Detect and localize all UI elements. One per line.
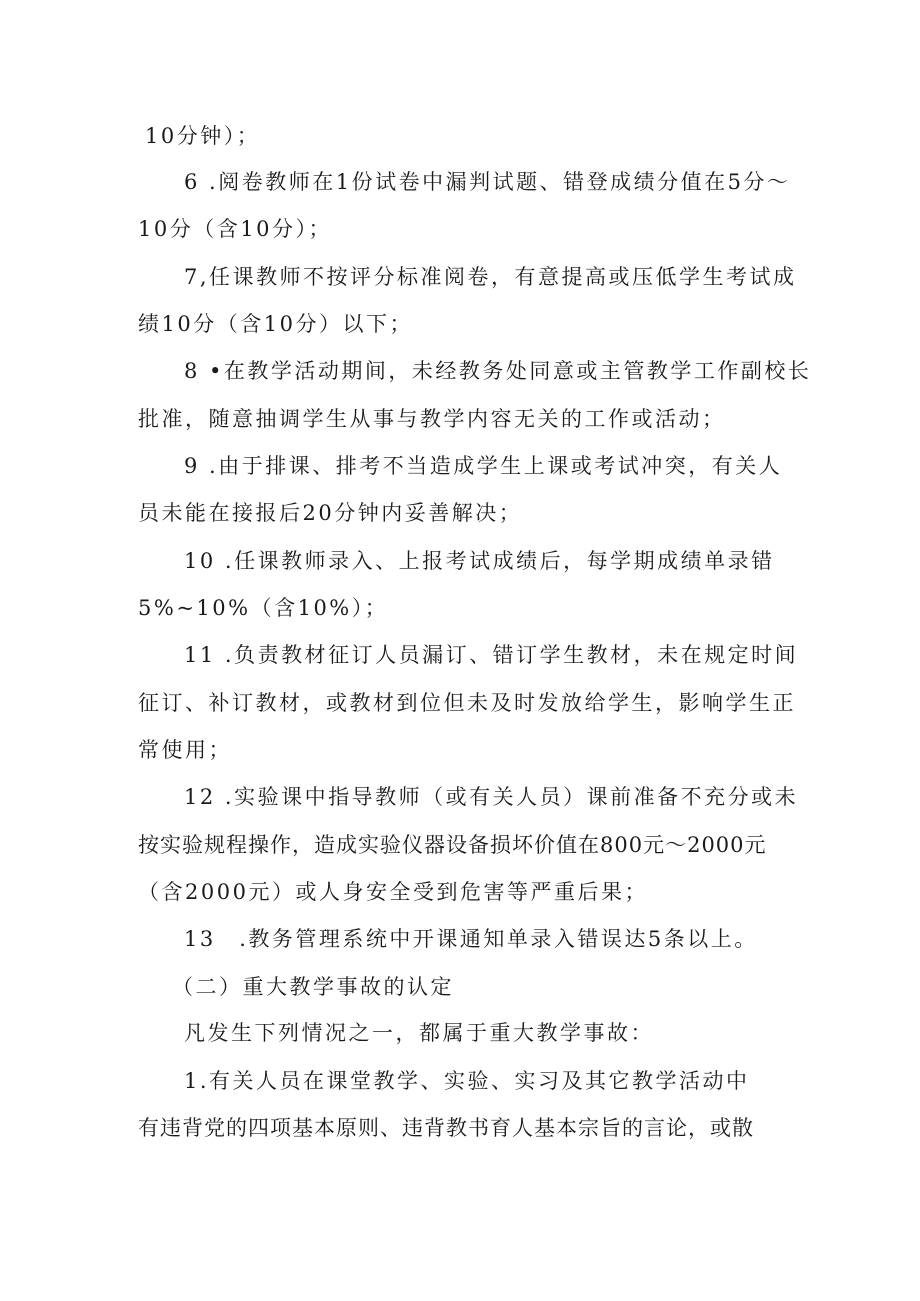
text-line-9: 员未能在接报后20分钟内妥善解决； [138, 501, 523, 525]
text-line-12: 11 .负责教材征订人员漏订、错订学生教材，未在规定时间 [184, 643, 799, 667]
text-line-14: 常使用； [138, 738, 232, 762]
text-line-13: 征订、补订教材，或教材到位但未及时发放给学生，影响学生正 [138, 691, 796, 715]
text-line-8: 9 .由于排课、排考不当造成学生上课或考试冲突，有关人 [184, 454, 783, 478]
text-line-5: 绩10分（含10分）以下； [138, 312, 413, 336]
text-line-22: 有违背党的四项基本原则、违背教书育人基本宗旨的言论，或散 [138, 1116, 754, 1140]
text-line-21: 1.有关人员在课堂教学、实验、实习及其它教学活动中 [184, 1069, 750, 1093]
text-line-11: 5%~10%（含10%）； [138, 596, 389, 620]
text-line-1: 10分钟）； [145, 124, 261, 148]
text-line-18: 13 .教务管理系统中开课通知单录入错误达5条以上。 [184, 927, 758, 951]
text-line-6: 8 •在教学活动期间，未经教务处同意或主管教学工作副校长 [184, 359, 812, 383]
text-line-3: 10分（含10分）； [138, 217, 332, 241]
text-line-4: 7,任课教师不按评分标准阅卷，有意提高或压低学生考试成 [184, 265, 797, 289]
text-line-20: 凡发生下列情况之一，都属于重大教学事故： [184, 1021, 654, 1045]
section-heading: （二）重大教学事故的认定 [172, 975, 454, 999]
text-line-10: 10 .任课教师录入、上报考试成绩后，每学期成绩单录错 [184, 549, 775, 573]
text-line-2: 6 .阅卷教师在1份试卷中漏判试题、错登成绩分值在5分～ [184, 170, 791, 194]
text-line-16: 按实验规程操作，造成实验仪器设备损坏价值在800元～2000元 [138, 833, 767, 857]
text-line-7: 批准，随意抽调学生从事与教学内容无关的工作或活动； [138, 407, 726, 431]
text-line-17: （含2000元）或人身安全受到危害等严重后果； [138, 880, 648, 904]
text-line-15: 12 .实验课中指导教师（或有关人员）课前准备不充分或未 [184, 785, 799, 809]
